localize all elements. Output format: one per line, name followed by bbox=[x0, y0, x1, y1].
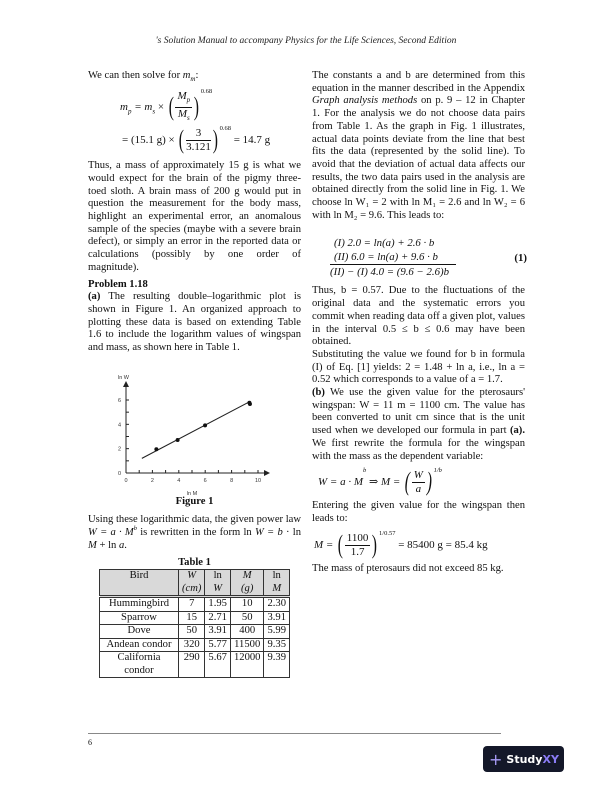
table-cell: 290 bbox=[179, 652, 205, 678]
table-row bbox=[100, 597, 290, 612]
table-header: ln M bbox=[264, 570, 290, 597]
equation-row-1: (I) 2.0 = ln(a) + 2.6 · b bbox=[334, 237, 435, 250]
left-column bbox=[88, 70, 301, 678]
table-cell: 1.95 bbox=[205, 597, 231, 612]
table-row bbox=[100, 611, 290, 625]
table-cell: Hummingbird bbox=[100, 597, 179, 612]
paragraph-conclusion: The mass of pterosaurs did not exceed 85 kg. bbox=[312, 562, 504, 574]
badge-text-accent: XY bbox=[542, 752, 559, 766]
y-tick-label: 4 bbox=[117, 422, 121, 429]
right-column bbox=[312, 70, 525, 575]
running-header: 's Solution Manual to accompany Physics for the Life Sciences, Second Edition bbox=[155, 36, 457, 46]
paragraph-sloth: Thus, a mass of approximately 15 g is what we would expect for the brain of the pigmy three-toed sloth. A brain mass of 200 g would put in question the measurement for the body mass, highlight an experimental error, an anomalous sample of the species (maybe with a severe brain defect), or simply an error in the reported data or calculations (possibly by one order of magnitude). bbox=[88, 160, 301, 273]
table-cell: 400 bbox=[230, 625, 263, 639]
intro-text: We can then solve for $m_m$: bbox=[88, 70, 199, 84]
data-point bbox=[203, 423, 207, 427]
table-cell: 11500 bbox=[230, 638, 263, 652]
log-log-plot bbox=[88, 361, 301, 496]
table-cell: Sparrow bbox=[100, 611, 179, 625]
table-cell: 2.71 bbox=[205, 611, 231, 625]
footer-divider bbox=[88, 733, 501, 734]
table-row bbox=[100, 638, 290, 652]
table-cell: 3.91 bbox=[205, 625, 231, 639]
table-cell: Andean condor bbox=[100, 638, 179, 652]
paragraph-constants: The constants a and b are determined from this equation in the manner described in the Appendix Graph analysis methods on p. 9 – 12 in Chapter 1. For the analysis we do not choose data pairs from Table 1. As the graph in Fig. 1 illustrates, actual data points deviate from the line that best fits the data (represented by the solid line). To avoid that the deviation of actual data affects our results, the two data pairs used in the analysis are obtained directly from the solid line in Fig. 1. We choose ln W₁ = 2 with ln M₁ = 2.6 and ln W₂ = 6 with ln M₂ = 9.6. This leads to: bbox=[312, 70, 526, 221]
table-header: Bird bbox=[100, 570, 179, 597]
y-axis-arrow-icon bbox=[123, 381, 129, 387]
figure-caption: Figure 1 bbox=[175, 495, 214, 507]
table-cell: 50 bbox=[179, 625, 205, 639]
data-point bbox=[154, 447, 158, 451]
table-cell: 10 bbox=[230, 597, 263, 612]
problem-heading: Problem 1.18 bbox=[88, 278, 148, 290]
plus-icon: + bbox=[489, 749, 503, 769]
y-tick-label: 2 bbox=[117, 446, 121, 453]
table-cell: 320 bbox=[179, 638, 205, 652]
x-tick-label: 0 bbox=[124, 477, 128, 484]
y-axis-label: ln W bbox=[118, 374, 129, 381]
table-row bbox=[100, 652, 290, 678]
x-tick-label: 8 bbox=[230, 477, 234, 484]
table-cell: 5.99 bbox=[264, 625, 290, 639]
figure-1 bbox=[88, 361, 301, 496]
table-header: ln W bbox=[205, 570, 231, 597]
table-cell: 5.77 bbox=[205, 638, 231, 652]
table-row bbox=[100, 625, 290, 639]
paragraph-plot: (a) The resulting double–logarithmic plot is shown in Figure 1. An organized approach to plotting these data is based on extending Table 1.6 to include the logarithm values of wingspan and mass, as shown here in Table 1. bbox=[88, 291, 301, 354]
paragraph-b-value: Thus, b = 0.57. Due to the fluctuations of the original data and the systematic errors you commit when reading data off a given plot, values in the interval 0.5 ≤ b ≤ 0.6 may have been obtained. bbox=[312, 285, 525, 348]
paragraph-part-b: (b) We use the given value for the pterosaurs' wingspan: W = 11 m = 1100 cm. The value has been converted to unit cm since that is the unit used when we developed our formula in part (a). We first rewrite the formula for the wingspan with the mass as the dependent variable: bbox=[312, 387, 525, 462]
data-table bbox=[99, 569, 290, 678]
table-title: Table 1 bbox=[178, 556, 211, 568]
paragraph-entering: Entering the given value for the wingspan then leads to: bbox=[312, 500, 525, 524]
data-point bbox=[176, 438, 180, 442]
data-point bbox=[248, 402, 252, 406]
equation-number: (1) bbox=[514, 252, 527, 265]
x-tick-label: 6 bbox=[203, 477, 207, 484]
table-cell: California condor bbox=[100, 652, 179, 678]
equation-rewrite: $W = a \cdot M^b$ ⇒ M = ( $\frac{W}{a}$ ) $^{1/b}$ bbox=[318, 467, 442, 497]
table-header: M (g) bbox=[230, 570, 263, 597]
studyxy-badge[interactable] bbox=[483, 746, 564, 772]
y-tick-label: 0 bbox=[117, 470, 121, 477]
table-cell: 50 bbox=[230, 611, 263, 625]
table-cell: 9.39 bbox=[264, 652, 290, 678]
table-cell: 5.67 bbox=[205, 652, 231, 678]
equation-row-2: (II) 6.0 = ln(a) + 9.6 · b bbox=[334, 251, 438, 264]
table-cell: 12000 bbox=[230, 652, 263, 678]
equation-mass-ratio: $m_p = m_s$ × ( $\frac{M_p}{M_s}$ )$^{0.68}$ bbox=[120, 87, 213, 123]
equation-system bbox=[330, 236, 525, 279]
table-cell: 2.30 bbox=[264, 597, 290, 612]
page-number: 6 bbox=[88, 738, 92, 747]
table-cell: 3.91 bbox=[264, 611, 290, 625]
equation-mass-result-pterosaur: M = ( $\frac{1100}{1.7}$ ) $^{1/0.57}$ = 85400 g = 85.4 kg bbox=[314, 529, 488, 559]
equation-row-3: (II) − (I) 4.0 = (9.6 − 2.6)b bbox=[330, 266, 449, 279]
table-header: W (cm) bbox=[179, 570, 205, 597]
x-axis-arrow-icon bbox=[264, 470, 270, 476]
table-cell: 15 bbox=[179, 611, 205, 625]
paragraph-substitute: Substituting the value we found for b in formula (I) of Eq. [1] yields: 2 = 1.48 + ln a, i.e., ln a = 0.52 which corresponds to a value of a = 1.7. bbox=[312, 348, 525, 386]
x-axis-label: ln M bbox=[186, 490, 198, 496]
y-tick-label: 6 bbox=[117, 397, 121, 404]
x-tick-label: 2 bbox=[150, 477, 154, 484]
equation-mass-result: = (15.1 g) × ( $\frac{3}{3.121}$ ) $^{0.68}$ = 14.7 g bbox=[122, 125, 271, 155]
badge-text: Study bbox=[506, 752, 543, 766]
paragraph-power-law: Using these logarithmic data, the given power law $W = a \cdot M^b$ is rewritten in the form ln W = b · ln M + ln a. bbox=[88, 514, 302, 551]
x-tick-label: 10 bbox=[254, 477, 262, 484]
table-cell: 7 bbox=[179, 597, 205, 612]
x-tick-label: 4 bbox=[177, 477, 181, 484]
table-cell: Dove bbox=[100, 625, 179, 639]
table-cell: 9.35 bbox=[264, 638, 290, 652]
